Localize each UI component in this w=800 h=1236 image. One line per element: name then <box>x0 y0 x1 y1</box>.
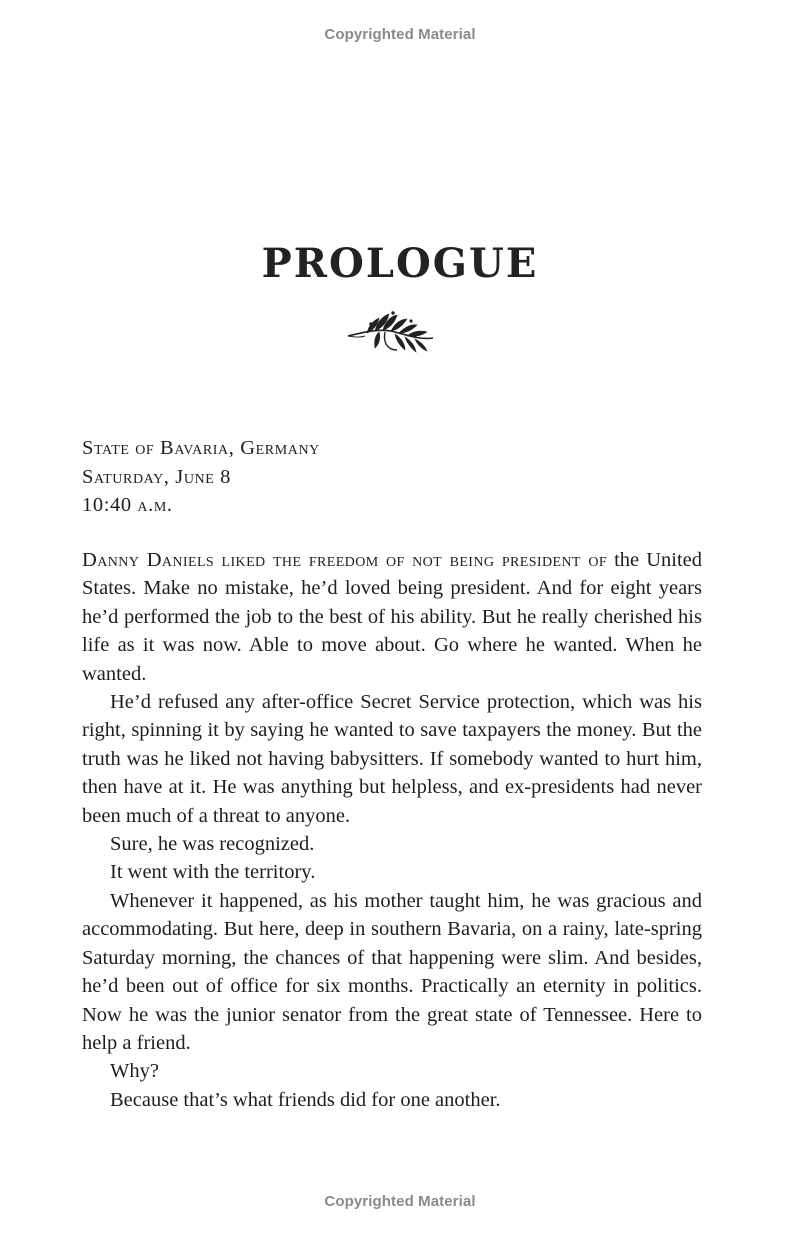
dateline-time: 10:40 a.m. <box>82 494 173 516</box>
leaf-branch-ornament-icon <box>345 310 437 358</box>
body-paragraph: Whenever it happened, as his mother taught him, he was gracious and accommodating. But here, deep in southern Bavaria, on a rainy, late-spring Saturday morning, the chances of that happening were slim. And besides, he’d been out of office for six months. Practically an eternity in politics. Now he was the junior senator from the great state of Tennessee. Here to help a friend. <box>82 889 702 1054</box>
dateline-date: Saturday, June 8 <box>82 465 231 488</box>
body-paragraph: Because that’s what friends did for one another. <box>110 1088 501 1111</box>
copyright-watermark-bottom: Copyrighted Material <box>324 1193 476 1210</box>
small-caps-lead-in: Danny Daniels liked the freedom of not being president of <box>82 549 608 571</box>
body-paragraph: Why? <box>110 1060 159 1083</box>
dateline <box>82 434 702 520</box>
body-paragraph: It went with the territory. <box>110 861 316 884</box>
chapter-title: PROLOGUE <box>261 240 539 287</box>
chapter-body <box>82 546 702 1114</box>
dateline-location: State of Bavaria, Germany <box>82 437 320 459</box>
body-paragraph: He’d refused any after-office Secret Service protection, which was his right, spinning it by saying he wanted to save taxpayers the money. But the truth was he liked not having babysitters. If somebody wanted to hurt him, then have at it. He was anything but helpless, and ex-presidents had never been much of a threat to anyone. <box>82 691 702 827</box>
body-paragraph <box>82 546 702 688</box>
body-paragraph-text: the United States. Make no mistake, he’d loved being president. And for eight years he’d performed the job to the best of his ability. But he really cherished his life as it was now. Able to move about. Go where he wanted. When he wanted. <box>82 549 702 685</box>
copyright-watermark-top: Copyrighted Material <box>324 26 476 43</box>
body-paragraph: Sure, he was recognized. <box>110 833 315 856</box>
